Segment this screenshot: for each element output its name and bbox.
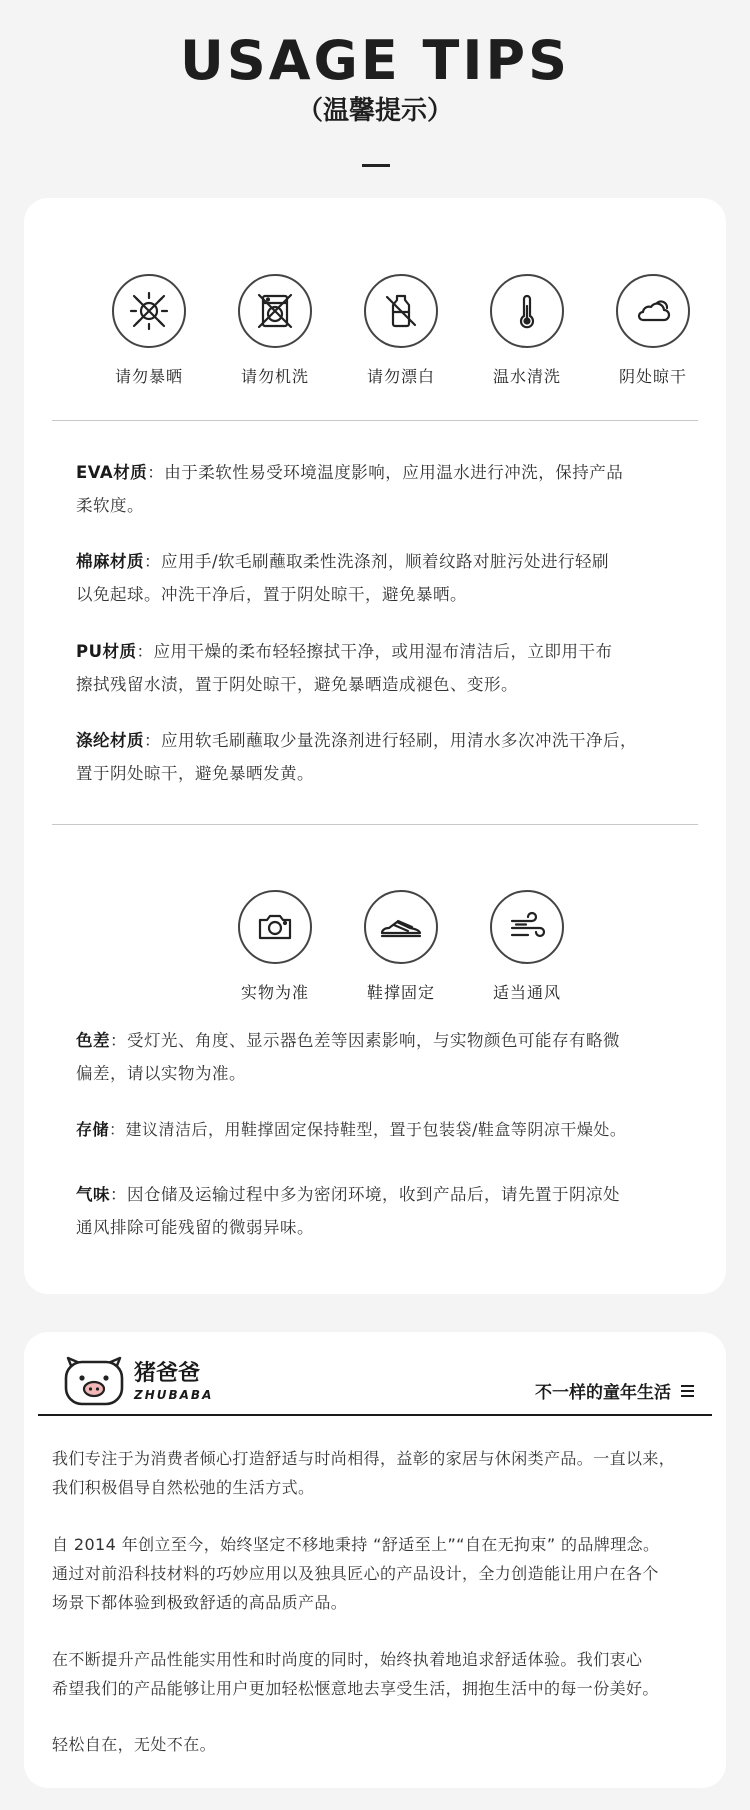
notice-item-ventilation — [472, 890, 582, 1003]
pig-logo-icon — [62, 1356, 126, 1408]
wind-icon — [490, 890, 564, 964]
shoe-tree-icon — [364, 890, 438, 964]
care-item-shade-dry — [598, 274, 708, 387]
material-eva: EVA材质：由于柔软性易受环境温度影响，应用温水进行冲洗，保持产品 柔软度。 — [76, 463, 624, 515]
page-title: USAGE TIPS — [180, 29, 570, 92]
care-label: 温水清洗 — [492, 367, 561, 386]
section-divider — [52, 420, 698, 421]
about-tagline: 轻松自在，无处不在。 — [52, 1735, 217, 1754]
material-polyester: 涤纶材质：应用软毛刷蘸取少量洗涤剂进行轻刷，用清水多次冲洗干净后， 置于阴处晾干，避免暴晒发黄。 — [76, 731, 637, 783]
care-item-no-machine-wash — [220, 274, 330, 387]
no-sun-icon — [112, 274, 186, 348]
care-label: 请勿暴晒 — [114, 367, 183, 386]
slogan-text: 不一样的童年生活 — [535, 1383, 671, 1403]
about-paragraph: 自 2014 年创立至今，始终坚定不移地秉持 “舒适至上”“自在无拘束” 的品牌理念。 通过对前沿科技材料的巧妙应用以及独具匠心的产品设计，全力创造能让用户在各个 场景下都体验到极致舒适的高品质产品。 — [52, 1535, 660, 1612]
brand-name-cn: 猪爸爸 — [134, 1361, 201, 1386]
page-subtitle: （温馨提示） — [296, 96, 453, 126]
thermometer-icon — [490, 274, 564, 348]
section-divider — [52, 824, 698, 825]
about-paragraph: 我们专注于为消费者倾心打造舒适与时尚相得，益彰的家居与休闲类产品。一直以来， 我们积极倡导自然松弛的生活方式。 — [52, 1449, 676, 1497]
care-item-warm-wash — [472, 274, 582, 387]
notice-item-shoe-tree — [346, 890, 456, 1003]
care-label: 请勿机洗 — [240, 367, 309, 386]
care-item-no-sun — [94, 274, 204, 387]
brand-divider — [38, 1414, 712, 1416]
no-machine-wash-icon — [238, 274, 312, 348]
care-item-no-bleach — [346, 274, 456, 387]
notice-label: 适当通风 — [492, 983, 561, 1002]
material-cotton-linen: 棉麻材质：应用手/软毛刷蘸取柔性洗涤剂，顺着纹路对脏污处进行轻刷 以免起球。冲洗干净后，置于阴处晾干，避免暴晒。 — [76, 552, 610, 604]
care-label: 请勿漂白 — [366, 367, 435, 386]
no-bleach-icon — [364, 274, 438, 348]
brand-card — [24, 1332, 726, 1788]
material-pu: PU材质：应用干燥的柔布轻轻擦拭干净，或用湿布清洁后，立即用干布 擦拭残留水渍，置于阴处晾干，避免暴晒造成褪色、变形。 — [76, 642, 613, 694]
notice-color-difference: 色差：受灯光、角度、显示器色差等因素影响，与实物颜色可能存有略微 偏差，请以实物为准。 — [76, 1031, 620, 1083]
title-divider — [362, 164, 390, 167]
camera-icon — [238, 890, 312, 964]
notice-item-real-product — [220, 890, 330, 1003]
brand-name-en: ZHUBABA — [134, 1388, 214, 1402]
notice-label: 鞋撑固定 — [366, 983, 435, 1002]
brand-slogan — [535, 1378, 694, 1403]
notice-odor: 气味：因仓储及运输过程中多为密闭环境，收到产品后，请先置于阴凉处 通风排除可能残留的微弱异味。 — [76, 1185, 620, 1237]
menu-icon — [681, 1385, 694, 1397]
brand-logo — [62, 1356, 213, 1408]
notice-storage: 存储：建议清洁后，用鞋撑固定保持鞋型，置于包装袋/鞋盒等阴凉干燥处。 — [76, 1120, 627, 1139]
about-paragraph: 在不断提升产品性能实用性和时尚度的同时，始终执着地追求舒适体验。我们衷心 希望我们的产品能够让用户更加轻松惬意地去享受生活，拥抱生活中的每一份美好。 — [52, 1650, 659, 1698]
cloud-icon — [616, 274, 690, 348]
care-card — [24, 198, 726, 1294]
page-header — [0, 30, 750, 128]
care-label: 阴处晾干 — [618, 367, 687, 386]
notice-label: 实物为准 — [240, 983, 309, 1002]
